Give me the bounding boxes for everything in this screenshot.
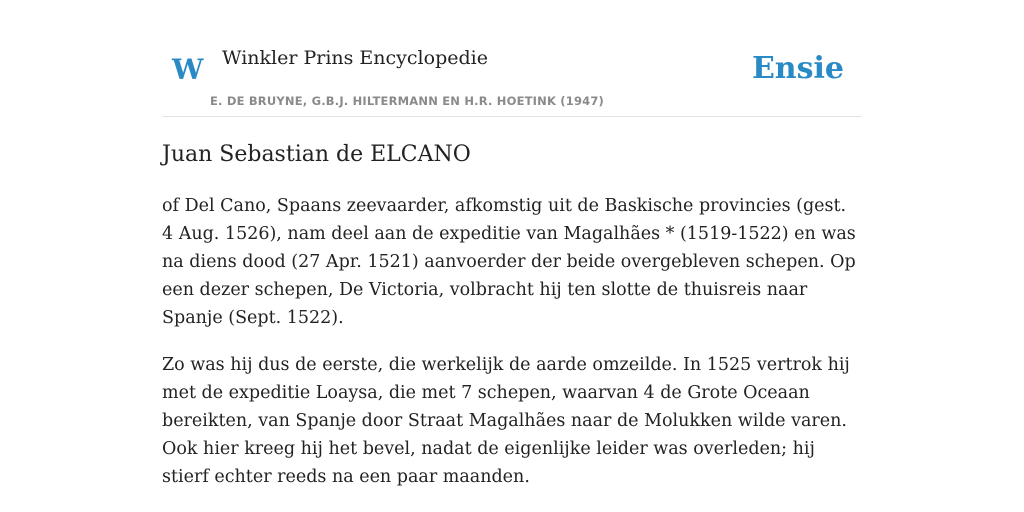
source-title[interactable]: Winkler Prins Encyclopedie: [222, 47, 488, 69]
article-paragraph: of Del Cano, Spaans zeevaarder, afkomstig uit de Baskische provincies (gest. 4 Aug. 1526), nam deel aan de expeditie van Magalhães * (1519-1522) en was na diens dood (27 Apr. 1521) aanvoerder der beide overgebleven schepen. Op een dezer schepen, De Victoria, volbracht hij ten slotte de thuisreis naar Spanje (Sept. 1522).: [162, 196, 856, 328]
article-paragraph: Zo was hij dus de eerste, die werkelijk de aarde omzeilde. In 1525 vertrok hij met de expeditie Loaysa, die met 7 schepen, waarvan 4 de Grote Oceaan bereikten, van Spanje door Straat Magalhães naar de Molukken wilde varen. Ook hier kreeg hij het bevel, nadat de eigenlijke leider was overleden; hij stierf echter reeds na een paar maanden.: [162, 355, 850, 487]
source-header: [162, 0, 862, 117]
source-authors: E. DE BRUYNE, G.B.J. HILTERMANN EN H.R. HOETINK (1947): [210, 94, 605, 108]
article-body: [162, 192, 862, 510]
ensie-logo-link[interactable]: Ensie: [751, 51, 844, 86]
article-title: Juan Sebastian de ELCANO: [162, 142, 471, 167]
article-card: [162, 0, 862, 512]
winkler-prins-logo: W: [172, 53, 204, 86]
